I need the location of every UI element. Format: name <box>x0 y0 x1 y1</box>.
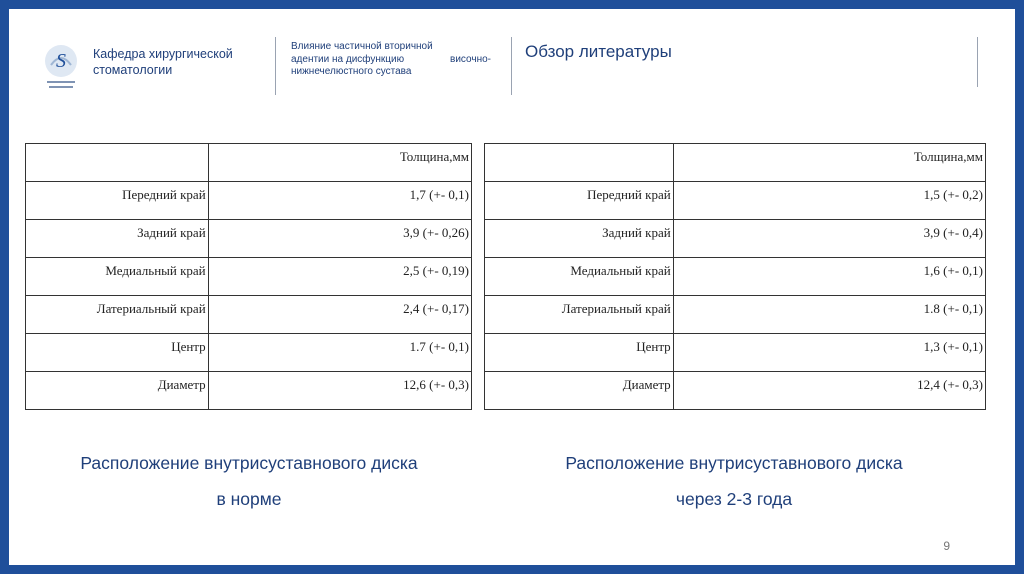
university-logo-icon <box>43 43 79 95</box>
row-value: 1,3 (+- 0,1) <box>673 334 985 372</box>
topic-word: адентии на дисфункцию <box>291 53 405 65</box>
row-label: Задний край <box>26 220 209 258</box>
caption-line: Расположение внутрисуставнового диска <box>80 453 418 473</box>
row-label: Диаметр <box>26 372 209 410</box>
row-value: 12,4 (+- 0,3) <box>673 372 985 410</box>
row-label: Латериальный край <box>485 296 674 334</box>
header-divider <box>275 37 276 95</box>
table-row <box>485 296 986 334</box>
caption-line: Расположение внутрисуставнового диска <box>565 453 903 473</box>
table-header-row <box>26 144 472 182</box>
table-row <box>26 220 472 258</box>
row-label: Латериальный край <box>26 296 209 334</box>
caption-later <box>509 445 959 517</box>
row-value: 2,5 (+- 0,19) <box>208 258 471 296</box>
row-value: 1,7 (+- 0,1) <box>208 182 471 220</box>
table-row <box>26 258 472 296</box>
caption-line: через 2-3 года <box>675 489 793 509</box>
table-row <box>26 296 472 334</box>
row-value: 1,6 (+- 0,1) <box>673 258 985 296</box>
table-row <box>485 182 986 220</box>
slide <box>9 9 1015 565</box>
table-row <box>485 372 986 410</box>
row-label: Передний край <box>26 182 209 220</box>
table-header-cell: Толщина,мм <box>208 144 471 182</box>
table-row <box>26 182 472 220</box>
row-label: Задний край <box>485 220 674 258</box>
row-value: 2,4 (+- 0,17) <box>208 296 471 334</box>
thickness-table-norm <box>25 143 472 410</box>
table-row <box>485 258 986 296</box>
thickness-table-later <box>484 143 986 410</box>
table-row <box>26 372 472 410</box>
row-label: Медиальный край <box>485 258 674 296</box>
row-value: 1.7 (+- 0,1) <box>208 334 471 372</box>
row-value: 1.8 (+- 0,1) <box>673 296 985 334</box>
row-label: Медиальный край <box>26 258 209 296</box>
row-value: 12,6 (+- 0,3) <box>208 372 471 410</box>
caption-norm <box>39 445 459 517</box>
row-value: 1,5 (+- 0,2) <box>673 182 985 220</box>
table-header-cell: Толщина,мм <box>673 144 985 182</box>
row-label: Передний край <box>485 182 674 220</box>
row-label: Диаметр <box>485 372 674 410</box>
presentation-topic <box>291 41 491 79</box>
section-title: Обзор литературы <box>525 42 672 61</box>
topic-line: Влияние частичной вторичной <box>291 41 433 52</box>
topic-line <box>291 54 491 67</box>
row-value: 3,9 (+- 0,26) <box>208 220 471 258</box>
topic-word: височно- <box>450 53 491 65</box>
table-row <box>485 220 986 258</box>
department-name: Кафедра хирургической стоматологии <box>93 47 233 77</box>
table-row <box>485 334 986 372</box>
table-cell <box>485 144 674 182</box>
row-label: Центр <box>485 334 674 372</box>
table-row <box>26 334 472 372</box>
row-value: 3,9 (+- 0,4) <box>673 220 985 258</box>
svg-text:S: S <box>56 50 66 72</box>
page-number: 9 <box>943 539 950 553</box>
header-divider <box>511 37 512 95</box>
table-header-row <box>485 144 986 182</box>
row-label: Центр <box>26 334 209 372</box>
topic-line: нижнечелюстного сустава <box>291 66 412 77</box>
table-cell <box>26 144 209 182</box>
header-divider <box>977 37 978 87</box>
caption-line: в норме <box>216 489 282 509</box>
